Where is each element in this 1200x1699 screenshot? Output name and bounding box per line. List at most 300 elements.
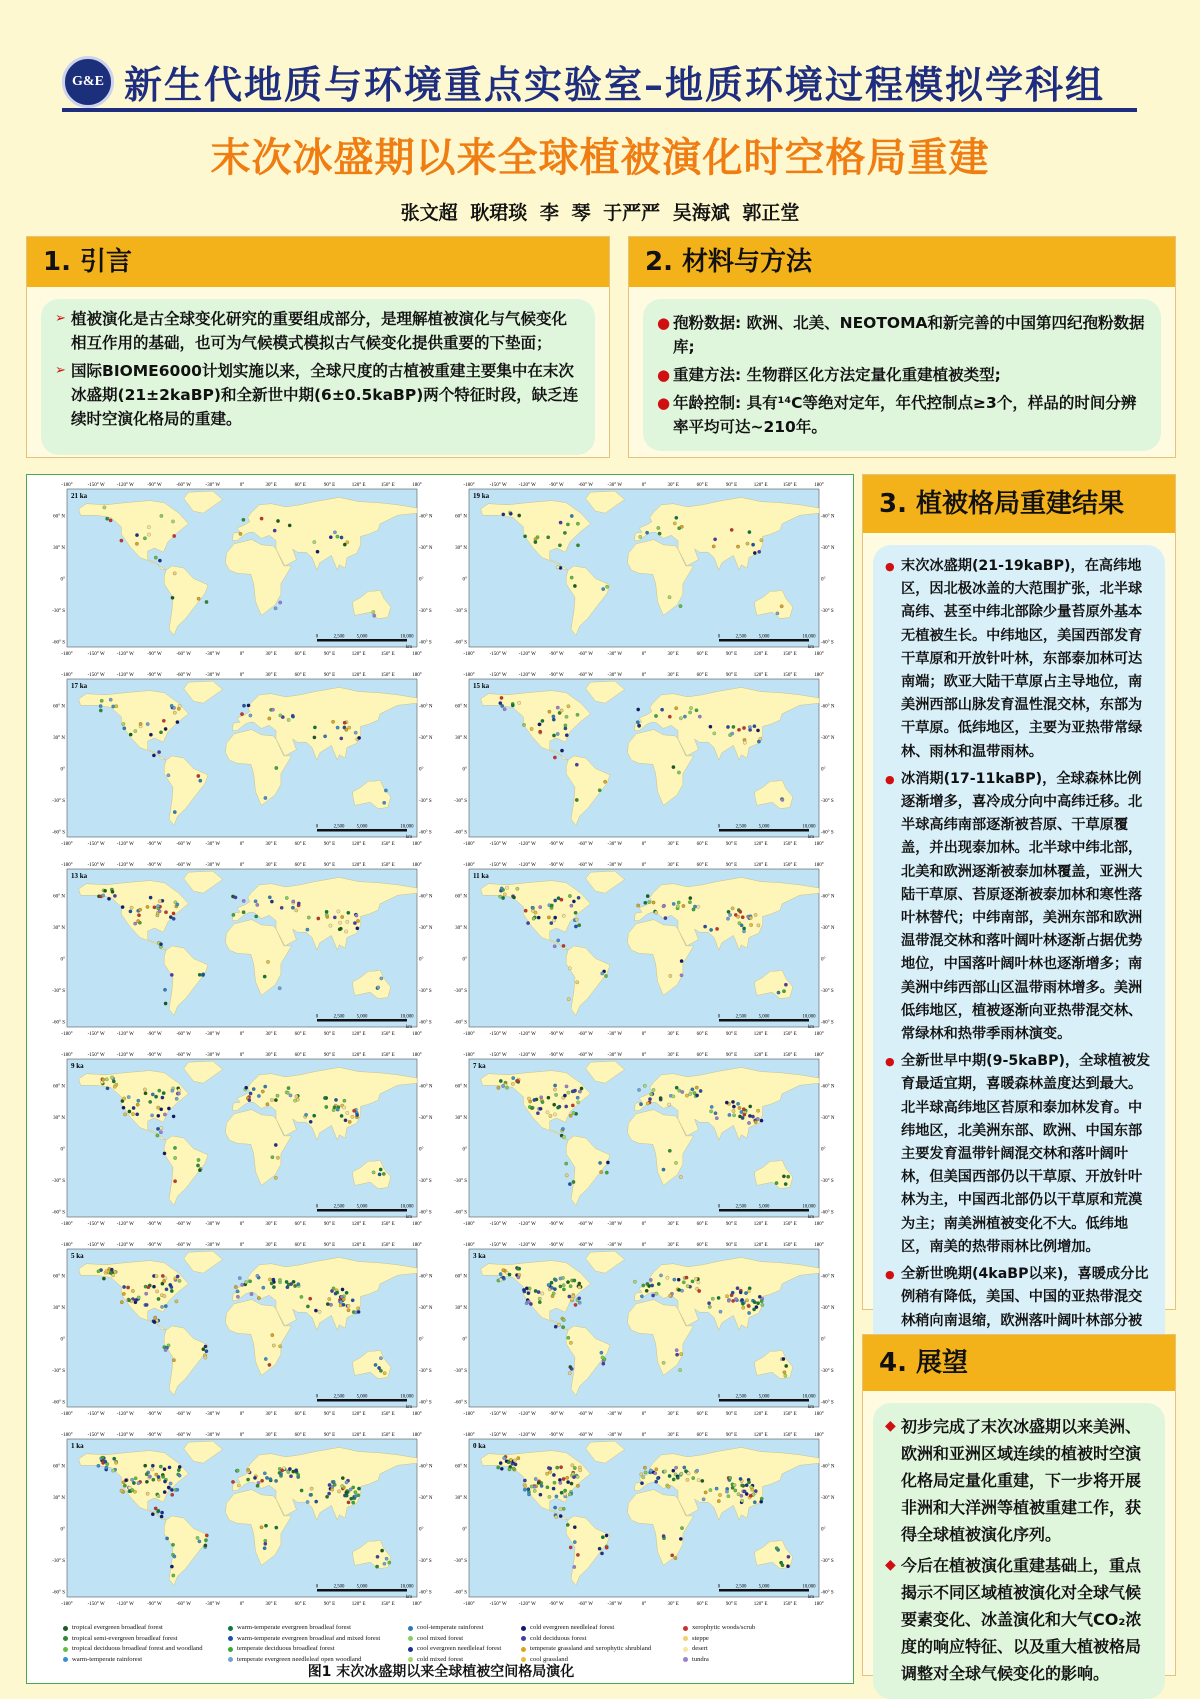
- pollen-site-marker: [306, 1305, 309, 1308]
- pollen-site-marker: [152, 754, 155, 757]
- longitude-tick-label: 180°: [814, 863, 824, 868]
- pollen-site-marker: [263, 975, 266, 978]
- longitude-tick-label: 120° E: [753, 863, 768, 868]
- pollen-site-marker: [145, 1303, 148, 1306]
- pollen-site-marker: [658, 532, 661, 535]
- pollen-site-marker: [736, 1287, 739, 1290]
- pollen-site-marker: [713, 732, 716, 735]
- pollen-site-marker: [270, 1098, 273, 1101]
- latitude-tick-label: 30° N: [455, 735, 467, 741]
- pollen-site-marker: [291, 906, 294, 909]
- latitude-tick-label: -60° S: [419, 1400, 432, 1406]
- legend-label: warm-temperate rainforest: [72, 1655, 143, 1663]
- latitude-tick-label: 0°: [60, 1147, 65, 1153]
- pollen-site-marker: [345, 728, 348, 731]
- pollen-site-marker: [549, 1470, 552, 1473]
- pollen-site-marker: [512, 1076, 515, 1079]
- pollen-site-marker: [538, 723, 541, 726]
- pollen-site-marker: [547, 536, 550, 539]
- pollen-site-marker: [642, 1476, 645, 1479]
- longitude-tick-label: 120° E: [753, 1222, 768, 1227]
- longitude-tick-label: 90° E: [725, 1243, 738, 1248]
- pollen-site-marker: [719, 1310, 722, 1313]
- map-panel: [45, 1427, 443, 1612]
- pollen-site-marker: [287, 1086, 290, 1089]
- longitude-tick-label: 120° E: [351, 1222, 366, 1227]
- pollen-site-marker: [757, 924, 760, 927]
- scale-bar-label: 0: [315, 634, 319, 640]
- world-map: [45, 1427, 443, 1612]
- bullet-dot-icon: ●: [885, 772, 895, 786]
- longitude-tick-label: -60° W: [578, 1243, 593, 1248]
- lab-banner: [62, 54, 1142, 109]
- longitude-tick-label: 90° E: [323, 1222, 336, 1227]
- pollen-site-marker: [787, 1555, 790, 1558]
- latitude-tick-label: -60° N: [821, 1464, 835, 1470]
- longitude-tick-label: -180°: [61, 673, 73, 678]
- legend-item: [408, 1644, 501, 1655]
- pollen-site-marker: [563, 531, 566, 534]
- longitude-tick-label: 120° E: [351, 483, 366, 488]
- world-map: [447, 1237, 845, 1422]
- latitude-tick-label: -60° S: [419, 1590, 432, 1596]
- longitude-tick-label: 0°: [641, 1602, 647, 1607]
- pollen-site-marker: [516, 1079, 519, 1082]
- pollen-site-marker: [552, 715, 555, 718]
- pollen-site-marker: [196, 1536, 199, 1539]
- longitude-tick-label: 120° E: [753, 1602, 768, 1607]
- legend-swatch: [521, 1626, 526, 1631]
- pollen-site-marker: [173, 572, 176, 575]
- legend-swatch: [228, 1647, 233, 1652]
- pollen-site-marker: [145, 1292, 148, 1295]
- pollen-site-marker: [736, 545, 739, 548]
- scale-bar-label: km: [405, 1405, 412, 1410]
- longitude-tick-label: 90° E: [323, 1602, 336, 1607]
- pollen-site-marker: [562, 944, 565, 947]
- pollen-site-marker: [576, 1096, 579, 1099]
- longitude-tick-label: -60° W: [176, 483, 191, 488]
- pollen-site-marker: [757, 740, 760, 743]
- longitude-tick-label: -150° W: [87, 1053, 105, 1058]
- legend-label: temperate grassland and xerophytic shrubland: [530, 1645, 652, 1652]
- longitude-tick-label: 120° E: [351, 1433, 366, 1438]
- pollen-site-marker: [756, 729, 759, 732]
- pollen-site-marker: [688, 711, 691, 714]
- legend-swatch: [63, 1636, 68, 1641]
- longitude-tick-label: 30° E: [265, 1602, 277, 1607]
- latitude-tick-label: -30° S: [454, 1369, 467, 1375]
- longitude-tick-label: -60° W: [578, 1222, 593, 1227]
- longitude-tick-label: -90° W: [147, 1222, 162, 1227]
- pollen-site-marker: [725, 1490, 728, 1493]
- pollen-site-marker: [527, 1097, 530, 1100]
- longitude-tick-label: 0°: [239, 652, 245, 657]
- pollen-site-marker: [156, 904, 159, 907]
- pollen-site-marker: [295, 1095, 298, 1098]
- panel-age-label: 7 ka: [473, 1062, 486, 1070]
- pollen-site-marker: [154, 1095, 157, 1098]
- scale-bar-label: 2,500: [333, 1204, 345, 1210]
- longitude-tick-label: -120° W: [518, 1602, 536, 1607]
- longitude-tick-label: -180°: [463, 1053, 475, 1058]
- pollen-site-marker: [502, 1269, 505, 1272]
- pollen-site-marker: [356, 1113, 359, 1116]
- pollen-site-marker: [313, 540, 316, 543]
- pollen-site-marker: [346, 1111, 349, 1114]
- pollen-site-marker: [557, 939, 560, 942]
- pollen-site-marker: [236, 1295, 239, 1298]
- pollen-site-marker: [751, 543, 754, 546]
- pollen-site-marker: [248, 1280, 251, 1283]
- latitude-tick-label: -60° S: [419, 830, 432, 836]
- pollen-site-marker: [106, 517, 109, 520]
- longitude-tick-label: -30° W: [205, 673, 221, 678]
- pollen-site-marker: [198, 973, 201, 976]
- results-bullet: ● 全新世晚期(4kaBP以来)，喜暖成分比例稍有降低，美国、中国的亚热带混交林稍向南退缩，欧洲落叶阔叶林部分被: [885, 1263, 1155, 1356]
- pollen-site-marker: [300, 1295, 303, 1298]
- pollen-site-marker: [268, 717, 271, 720]
- latitude-tick-label: -30° N: [419, 735, 433, 741]
- pollen-site-marker: [178, 704, 181, 707]
- pollen-site-marker: [527, 1300, 530, 1303]
- pollen-site-marker: [124, 1479, 127, 1482]
- longitude-tick-label: -180°: [463, 483, 475, 488]
- pollen-site-marker: [538, 1301, 541, 1304]
- longitude-tick-label: 120° E: [753, 842, 768, 847]
- pollen-site-marker: [246, 1478, 249, 1481]
- pollen-site-marker: [660, 708, 663, 711]
- pollen-site-marker: [731, 907, 734, 910]
- pollen-site-marker: [747, 1481, 750, 1484]
- longitude-tick-label: -150° W: [87, 842, 105, 847]
- longitude-tick-label: 60° E: [696, 1602, 708, 1607]
- pollen-site-marker: [560, 1491, 563, 1494]
- pollen-site-marker: [300, 1489, 303, 1492]
- longitude-tick-label: 30° E: [667, 1053, 679, 1058]
- pollen-site-marker: [680, 1472, 683, 1475]
- pollen-site-marker: [753, 551, 756, 554]
- legend-label: cold deciduous forest: [530, 1634, 587, 1642]
- pollen-site-marker: [276, 1094, 279, 1097]
- pollen-site-marker: [257, 1094, 260, 1097]
- pollen-site-marker: [677, 1288, 680, 1291]
- longitude-tick-label: -30° W: [607, 1243, 623, 1248]
- pollen-site-marker: [103, 506, 106, 509]
- pollen-site-marker: [355, 914, 358, 917]
- pollen-site-marker: [265, 1476, 268, 1479]
- longitude-tick-label: -150° W: [489, 1243, 507, 1248]
- pollen-site-marker: [513, 1459, 516, 1462]
- scale-bar-label: 10,000: [802, 1394, 816, 1400]
- pollen-site-marker: [655, 1292, 658, 1295]
- pollen-site-marker: [112, 1469, 115, 1472]
- pollen-site-marker: [732, 725, 735, 728]
- longitude-tick-label: 120° E: [351, 1243, 366, 1248]
- pollen-site-marker: [499, 1079, 502, 1082]
- latitude-tick-label: -60° N: [821, 1274, 835, 1280]
- latitude-tick-label: -30° N: [419, 925, 433, 931]
- latitude-tick-label: 0°: [60, 767, 65, 773]
- longitude-tick-label: 60° E: [294, 483, 306, 488]
- pollen-site-marker: [169, 1283, 172, 1286]
- pollen-site-marker: [137, 919, 140, 922]
- pollen-site-marker: [126, 1286, 129, 1289]
- pollen-site-marker: [525, 1287, 528, 1290]
- legend-label: temperate evergreen needleleaf open woodland: [237, 1655, 362, 1663]
- pollen-site-marker: [266, 960, 269, 963]
- longitude-tick-label: 0°: [641, 652, 647, 657]
- pollen-site-marker: [373, 614, 376, 617]
- pollen-site-marker: [637, 1088, 640, 1091]
- pollen-site-marker: [132, 1481, 135, 1484]
- pollen-site-marker: [171, 1543, 174, 1546]
- latitude-tick-label: -30° S: [52, 989, 65, 995]
- pollen-site-marker: [264, 1524, 267, 1527]
- pollen-site-marker: [523, 1488, 526, 1491]
- pollen-site-marker: [689, 1092, 692, 1095]
- pollen-site-marker: [325, 913, 328, 916]
- pollen-site-marker: [667, 1103, 670, 1106]
- pollen-site-marker: [679, 1537, 682, 1540]
- pollen-site-marker: [564, 727, 567, 730]
- latitude-tick-label: -30° N: [821, 545, 835, 551]
- pollen-site-marker: [674, 1556, 677, 1559]
- pollen-site-marker: [679, 1175, 682, 1178]
- pollen-site-marker: [163, 1490, 166, 1493]
- scale-bar-label: 10,000: [400, 634, 414, 640]
- pollen-site-marker: [659, 1274, 662, 1277]
- pollen-site-marker: [269, 1478, 272, 1481]
- pollen-site-marker: [163, 988, 166, 991]
- pollen-site-marker: [579, 1469, 582, 1472]
- pollen-site-marker: [170, 1289, 173, 1292]
- longitude-tick-label: -90° W: [147, 1243, 162, 1248]
- pollen-site-marker: [760, 1299, 763, 1302]
- pollen-site-marker: [204, 1539, 207, 1542]
- pollen-site-marker: [637, 724, 640, 727]
- pollen-site-marker: [297, 1473, 300, 1476]
- pollen-site-marker: [137, 1296, 140, 1299]
- pollen-site-marker: [377, 1366, 380, 1369]
- pollen-site-marker: [178, 1474, 181, 1477]
- latitude-tick-label: -60° N: [821, 1084, 835, 1090]
- longitude-tick-label: -120° W: [116, 1032, 134, 1037]
- longitude-tick-label: 0°: [239, 483, 245, 488]
- scale-bar-label: 5,000: [356, 634, 368, 640]
- longitude-tick-label: 0°: [641, 483, 647, 488]
- pollen-site-marker: [672, 1095, 675, 1098]
- longitude-tick-label: 30° E: [265, 652, 277, 657]
- longitude-tick-label: -30° W: [607, 1222, 623, 1227]
- pollen-site-marker: [537, 916, 540, 919]
- pollen-site-marker: [656, 1477, 659, 1480]
- pollen-site-marker: [326, 1302, 329, 1305]
- scale-bar-label: km: [405, 1025, 412, 1030]
- pollen-site-marker: [714, 1112, 717, 1115]
- pollen-site-marker: [197, 597, 200, 600]
- latitude-tick-label: 30° N: [53, 545, 65, 551]
- pollen-site-marker: [205, 600, 208, 603]
- longitude-tick-label: -150° W: [87, 1243, 105, 1248]
- pollen-site-marker: [378, 1173, 381, 1176]
- pollen-site-marker: [547, 1283, 550, 1286]
- pollen-site-marker: [159, 1465, 162, 1468]
- pollen-site-marker: [351, 1115, 354, 1118]
- pollen-site-marker: [668, 1474, 671, 1477]
- pollen-site-marker: [745, 1299, 748, 1302]
- arrow-icon: ➢: [55, 363, 66, 378]
- pollen-site-marker: [153, 1320, 156, 1323]
- pollen-site-marker: [672, 1469, 675, 1472]
- pollen-site-marker: [163, 1152, 166, 1155]
- pollen-site-marker: [274, 1479, 277, 1482]
- pollen-site-marker: [176, 720, 179, 723]
- pollen-site-marker: [562, 1318, 565, 1321]
- pollen-site-marker: [109, 698, 112, 701]
- latitude-tick-label: -30° N: [419, 1305, 433, 1311]
- pollen-site-marker: [651, 1284, 654, 1287]
- pollen-site-marker: [345, 1291, 348, 1294]
- longitude-tick-label: 150° E: [782, 842, 797, 847]
- pollen-site-marker: [356, 927, 359, 930]
- pollen-site-marker: [134, 1477, 137, 1480]
- pollen-site-marker: [511, 1082, 514, 1085]
- pollen-site-marker: [572, 900, 575, 903]
- pollen-site-marker: [662, 905, 665, 908]
- pollen-site-marker: [643, 1466, 646, 1469]
- pollen-site-marker: [654, 714, 657, 717]
- scale-bar-label: km: [405, 645, 412, 650]
- pollen-site-marker: [163, 1480, 166, 1483]
- pollen-site-marker: [731, 732, 734, 735]
- pollen-site-marker: [350, 1497, 353, 1500]
- longitude-tick-label: 150° E: [380, 863, 395, 868]
- pollen-site-marker: [695, 1469, 698, 1472]
- pollen-site-marker: [664, 916, 667, 919]
- longitude-tick-label: 60° E: [696, 1433, 708, 1438]
- pollen-site-marker: [165, 1537, 168, 1540]
- legend-swatch: [408, 1647, 413, 1652]
- latitude-tick-label: -30° N: [821, 925, 835, 931]
- pollen-site-marker: [161, 1096, 164, 1099]
- longitude-tick-label: 60° E: [294, 673, 306, 678]
- legend-item: [228, 1623, 380, 1634]
- pollen-site-marker: [573, 584, 576, 587]
- latitude-tick-label: -60° S: [52, 1210, 65, 1216]
- longitude-tick-label: -150° W: [87, 1222, 105, 1227]
- scale-bar-label: 0: [717, 634, 721, 640]
- pollen-site-marker: [561, 1326, 564, 1329]
- pollen-site-marker: [146, 722, 149, 725]
- pollen-site-marker: [731, 1291, 734, 1294]
- pollen-site-marker: [497, 1086, 500, 1089]
- longitude-tick-label: 180°: [814, 652, 824, 657]
- pollen-site-marker: [748, 725, 751, 728]
- longitude-tick-label: 60° E: [696, 863, 708, 868]
- methods-bullet: ● 年龄控制: 具有¹⁴C等绝对定年，年代控制点≥3个，样品的时间分辨率平均可达~210年。: [657, 391, 1147, 439]
- pollen-site-marker: [264, 1542, 267, 1545]
- legend-item: [228, 1634, 380, 1645]
- pollen-site-marker: [351, 1299, 354, 1302]
- longitude-tick-label: -120° W: [116, 1243, 134, 1248]
- pollen-site-marker: [150, 1114, 153, 1117]
- longitude-tick-label: -150° W: [489, 1433, 507, 1438]
- longitude-tick-label: -120° W: [518, 1222, 536, 1227]
- pollen-site-marker: [562, 1135, 565, 1138]
- pollen-site-marker: [102, 1277, 105, 1280]
- scale-bar-label: 5,000: [356, 1204, 368, 1210]
- pollen-site-marker: [559, 1514, 562, 1517]
- pollen-site-marker: [646, 1282, 649, 1285]
- intro-section: [26, 236, 610, 458]
- pollen-site-marker: [539, 730, 542, 733]
- pollen-site-marker: [576, 713, 579, 716]
- pollen-site-marker: [675, 1086, 678, 1089]
- diamond-icon: ◆: [885, 1418, 896, 1434]
- pollen-site-marker: [784, 983, 787, 986]
- pollen-site-marker: [575, 763, 578, 766]
- pollen-site-marker: [160, 1515, 163, 1518]
- pollen-site-marker: [173, 810, 176, 813]
- latitude-tick-label: 60° N: [53, 1274, 65, 1280]
- pollen-site-marker: [736, 915, 739, 918]
- longitude-tick-label: 150° E: [782, 483, 797, 488]
- longitude-tick-label: 30° E: [667, 1602, 679, 1607]
- scale-bar-label: 2,500: [735, 634, 747, 640]
- pollen-site-marker: [530, 1106, 533, 1109]
- pollen-site-marker: [503, 708, 506, 711]
- pollen-site-marker: [241, 1283, 244, 1286]
- legend-label: warm-temperate evergreen broadleaf forest: [237, 1624, 351, 1631]
- longitude-tick-label: 0°: [641, 673, 647, 678]
- pollen-site-marker: [342, 1106, 345, 1109]
- panel-age-label: 5 ka: [71, 1252, 84, 1260]
- scale-bar-label: 10,000: [400, 1204, 414, 1210]
- longitude-tick-label: -150° W: [489, 483, 507, 488]
- longitude-tick-label: 120° E: [351, 1053, 366, 1058]
- world-map: [447, 477, 845, 662]
- longitude-tick-label: -30° W: [607, 1032, 623, 1037]
- longitude-tick-label: -30° W: [607, 1433, 623, 1438]
- pollen-site-marker: [704, 1491, 707, 1494]
- pollen-site-marker: [754, 1120, 757, 1123]
- pollen-site-marker: [562, 1477, 565, 1480]
- longitude-tick-label: -120° W: [116, 652, 134, 657]
- scale-bar-label: 0: [315, 1394, 319, 1400]
- pollen-site-marker: [317, 917, 320, 920]
- pollen-site-marker: [502, 513, 505, 516]
- pollen-site-marker: [739, 1477, 742, 1480]
- pollen-site-marker: [331, 720, 334, 723]
- map-panel: [45, 667, 443, 852]
- pollen-site-marker: [343, 721, 346, 724]
- longitude-tick-label: 30° E: [265, 1222, 277, 1227]
- pollen-site-marker: [304, 1113, 307, 1116]
- longitude-tick-label: -90° W: [147, 842, 162, 847]
- pollen-site-marker: [605, 585, 608, 588]
- latitude-tick-label: 0°: [60, 1337, 65, 1343]
- pollen-site-marker: [309, 1493, 312, 1496]
- scale-bar-label: 10,000: [400, 1584, 414, 1590]
- longitude-tick-label: -30° W: [205, 1433, 221, 1438]
- pollen-site-marker: [662, 1361, 665, 1364]
- lab-logo: G&E: [62, 56, 114, 108]
- longitude-tick-label: 180°: [814, 483, 824, 488]
- pollen-site-marker: [709, 1110, 712, 1113]
- pollen-site-marker: [728, 1113, 731, 1116]
- scale-bar-label: 2,500: [333, 1584, 345, 1590]
